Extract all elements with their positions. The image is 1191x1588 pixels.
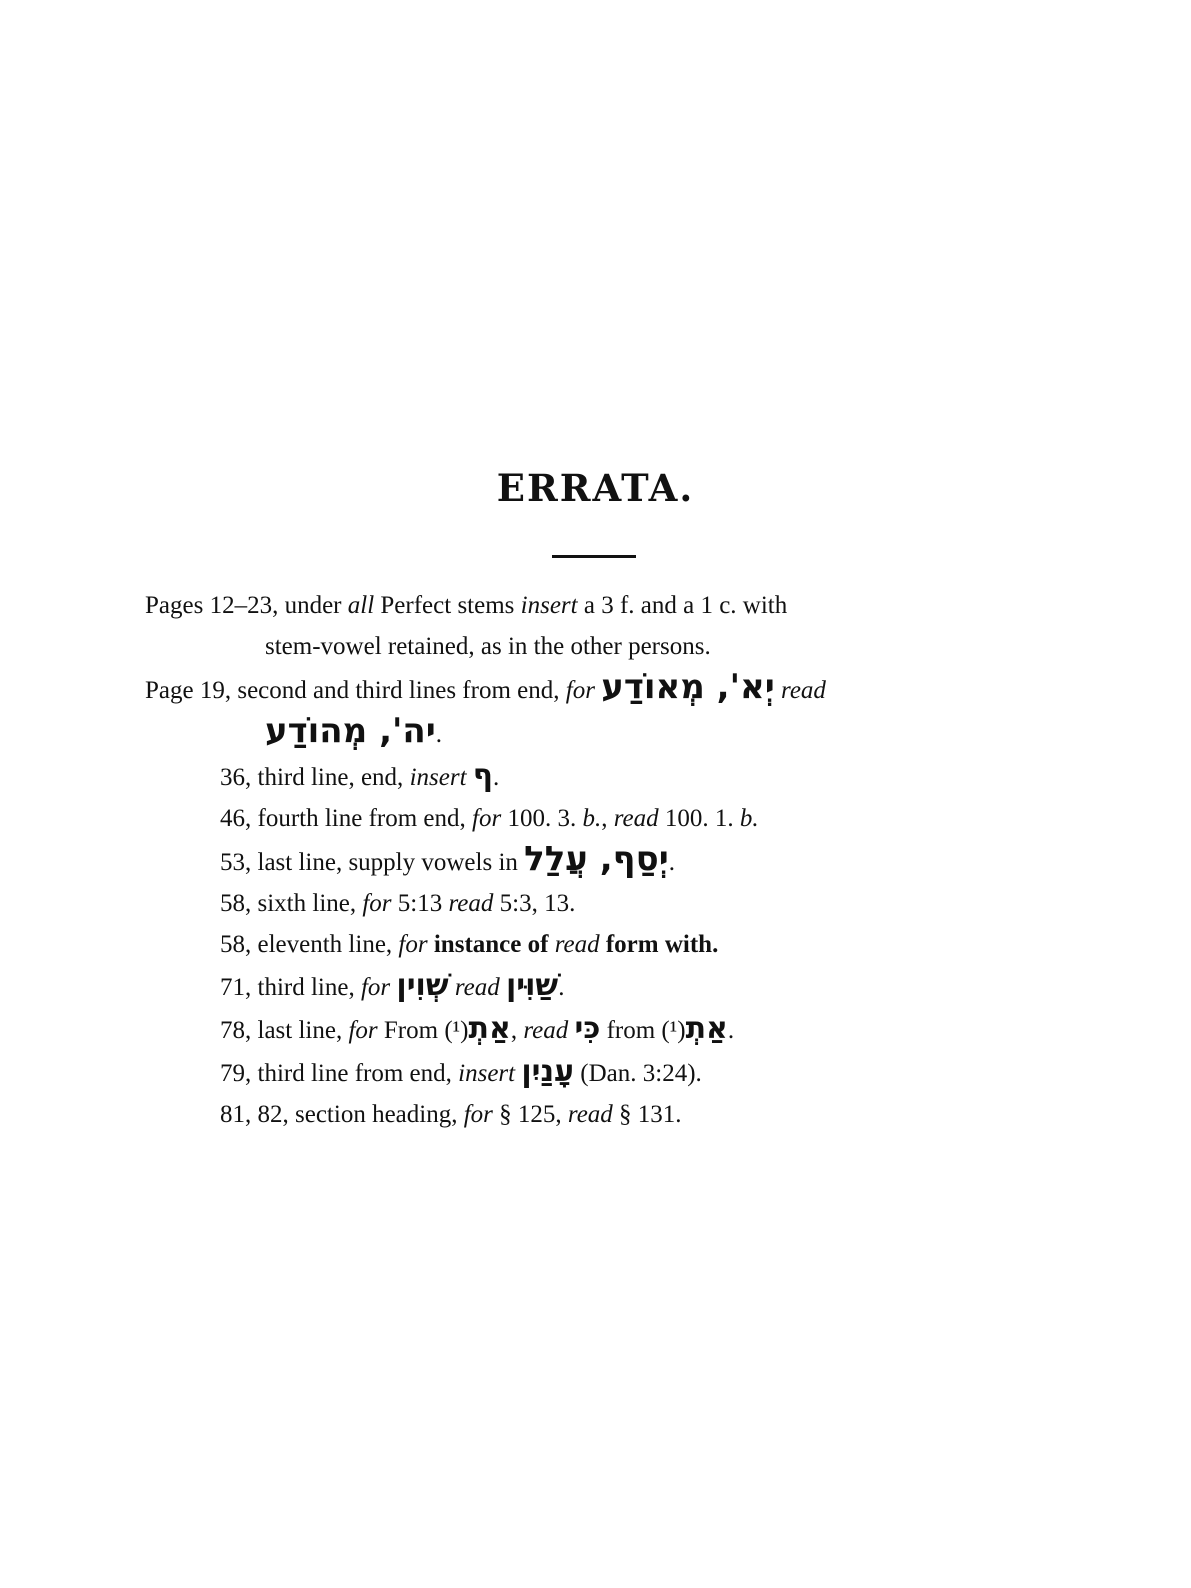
errata-entry-46: 46, fourth line from end, for 100. 3. b., read 100. 1. b. — [220, 805, 759, 832]
errata-entry-36: 36, third line, end, insert ף. — [220, 758, 500, 793]
hebrew-text: יְא', מְאוֹדַע — [601, 667, 775, 707]
hebrew-text: שְׁוִין — [396, 968, 449, 1003]
errata-entry-79: 79, third line from end, insert עָנַיִן (Dan. 3:24). — [220, 1054, 702, 1089]
errata-entry-58-eleventh: 58, eleventh line, for instance of read form with. — [220, 931, 719, 958]
hebrew-text: יְסַף, עֲלַל — [524, 839, 669, 879]
hebrew-text: ף — [472, 758, 494, 793]
hebrew-text: עָנַיִן — [521, 1054, 575, 1089]
errata-entry-71: 71, third line, for שְׁוִין read שַׁוִּין. — [220, 968, 565, 1003]
errata-entry-53: 53, last line, supply vowels in יְסַף, עֲלַל. — [220, 839, 675, 879]
errata-entry-page-19: Page 19, second and third lines from end, for יְא', מְאוֹדַע read — [145, 667, 826, 707]
hebrew-text: כִּי — [574, 1011, 601, 1046]
errata-entry-pages-12-23-continued: stem-vowel retained, as in the other persons. — [265, 633, 711, 660]
errata-list — [145, 585, 1045, 1135]
errata-entry-78: 78, last line, for From (¹)אַתְ, read כִּי from (¹)אַתְ. — [220, 1011, 735, 1046]
errata-entry-pages-12-23: Pages 12–23, under all Perfect stems insert a 3 f. and a 1 c. with — [145, 592, 788, 619]
page-title: ERRATA. — [496, 466, 695, 510]
errata-entry-81-82: 81, 82, section heading, for § 125, read § 131. — [220, 1101, 682, 1128]
hebrew-text: אַתְ — [685, 1011, 728, 1046]
errata-entry-page-19-continued: יה', מְהוֹדַע. — [265, 711, 443, 751]
hebrew-text: שַׁוִּין — [506, 968, 559, 1003]
errata-entry-58-sixth: 58, sixth line, for 5:13 read 5:3, 13. — [220, 890, 576, 917]
title-rule — [552, 555, 636, 558]
hebrew-text: יה', מְהוֹדַע — [265, 711, 436, 751]
hebrew-text: אַתְ — [468, 1011, 511, 1046]
